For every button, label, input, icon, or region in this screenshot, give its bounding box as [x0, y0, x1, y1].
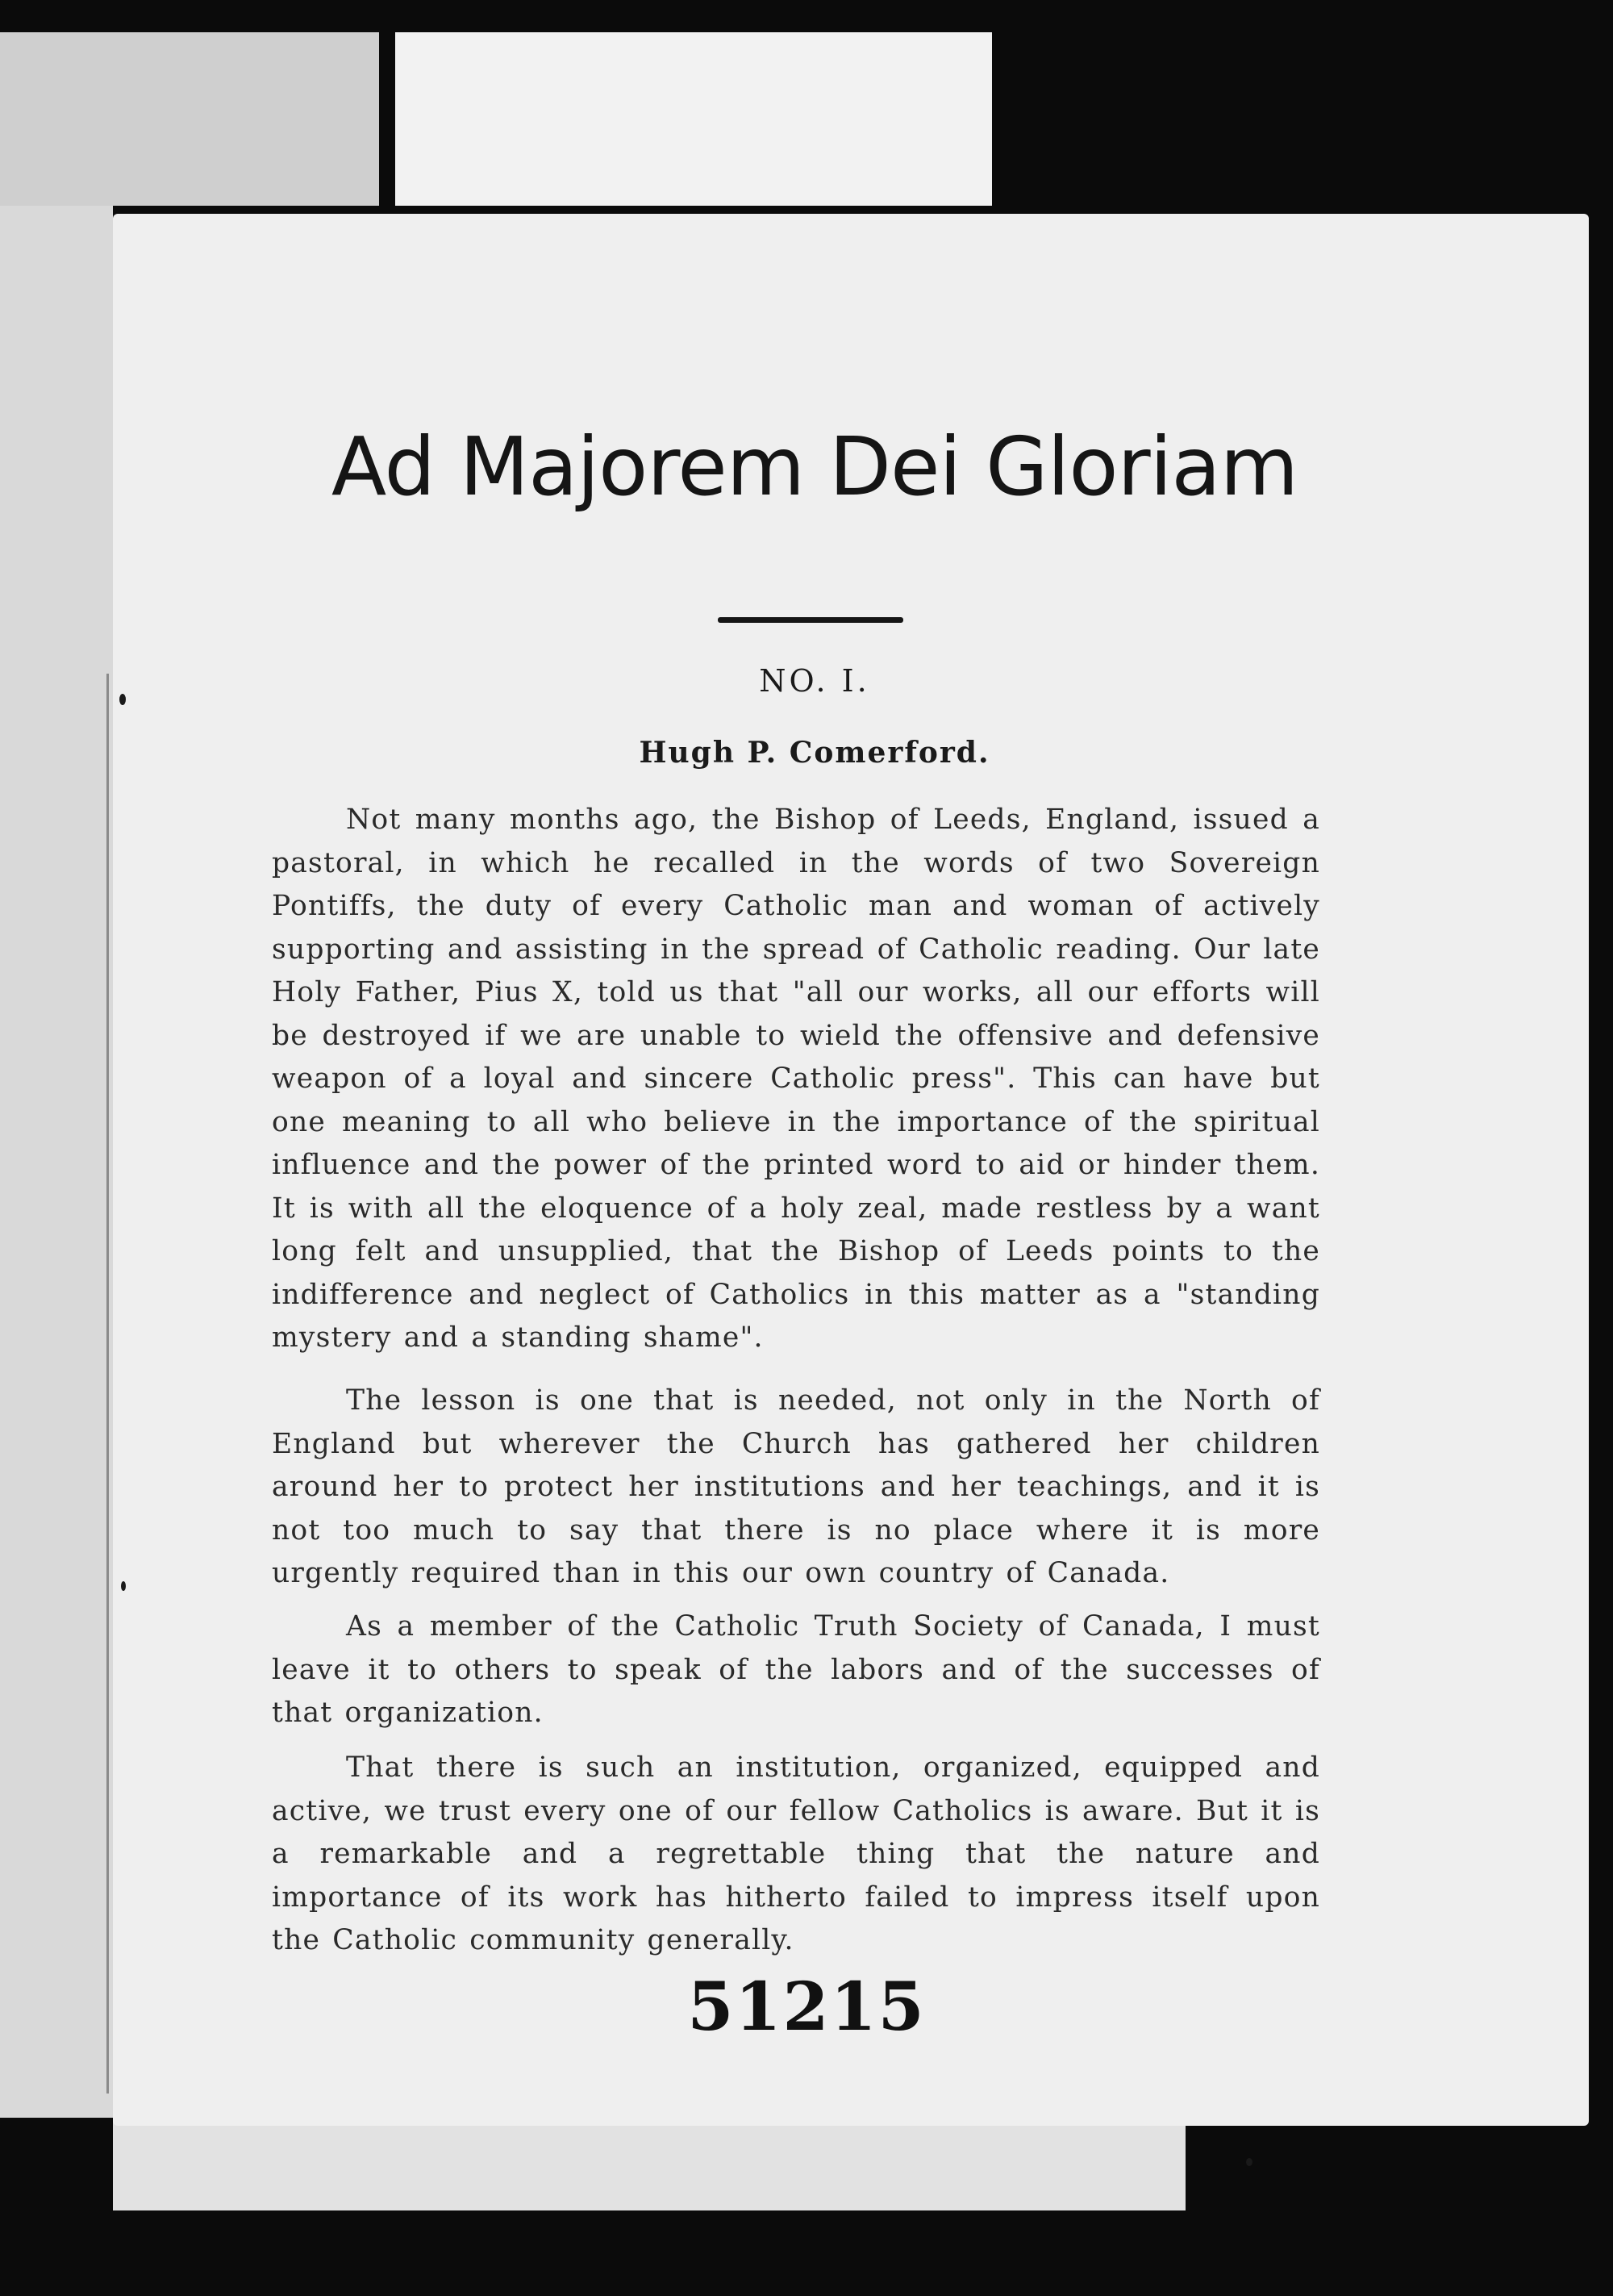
- title-rule: [718, 617, 903, 623]
- accession-stamp: 51215: [687, 1968, 926, 2046]
- author-name: Hugh P. Comerford.: [639, 736, 990, 770]
- paragraph-2: The lesson is one that is needed, not only in the North of England but wherever the Church has gathered her children around her to protect her institutions and her teachings, and it is not too much to say that there is no place where it is more urgently required than in this our own country of Canada.: [272, 1384, 1320, 1589]
- scan-speck: [119, 694, 126, 705]
- paragraph-3: As a member of the Catholic Truth Society of Canada, I must leave it to others to speak of the labors and of the successes of that organization.: [272, 1610, 1320, 1729]
- page-left-edge: [0, 206, 113, 2118]
- paragraph-1: Not many months ago, the Bishop of Leeds, England, issued a pastoral, in which he recalled in the words of two Sovereign Pontiffs, the duty of every Catholic man and woman of actively supporting and assisting in the spread of Catholic reading. Our late Holy Father, Pius X, told us that "all our works, all our efforts will be destroyed if we are unable to wield the offensive and defensive weapon of a loyal and sincere Catholic press". This can have but one meaning to all who believe in the importance of the spiritual influence and the power of the printed word to aid or hinder them. It is with all the eloquence of a holy zeal, made restless by a want long felt and unsupplied, that the Bishop of Leeds points to the indifference and neglect of Catholics in this matter as a "standing mystery and a standing shame".: [272, 804, 1320, 1354]
- scan-speck: [1246, 2158, 1252, 2166]
- page-bottom-tab: [113, 2114, 1186, 2210]
- scan-speck: [121, 1581, 126, 1591]
- paragraph-4: That there is such an institution, organized, equipped and active, we trust every one of our fellow Catholics is aware. But it is a remarkable and a regrettable thing that the nature and importance of its work has hitherto failed to impress itself upon the Catholic community generally.: [272, 1751, 1320, 1956]
- cover-tab-right: [395, 32, 992, 206]
- issue-number: NO. I.: [759, 663, 870, 699]
- gutter-line: [106, 674, 109, 2094]
- document-title: Ad Majorem Dei Gloriam: [331, 420, 1298, 514]
- cover-tab-left: [0, 32, 379, 206]
